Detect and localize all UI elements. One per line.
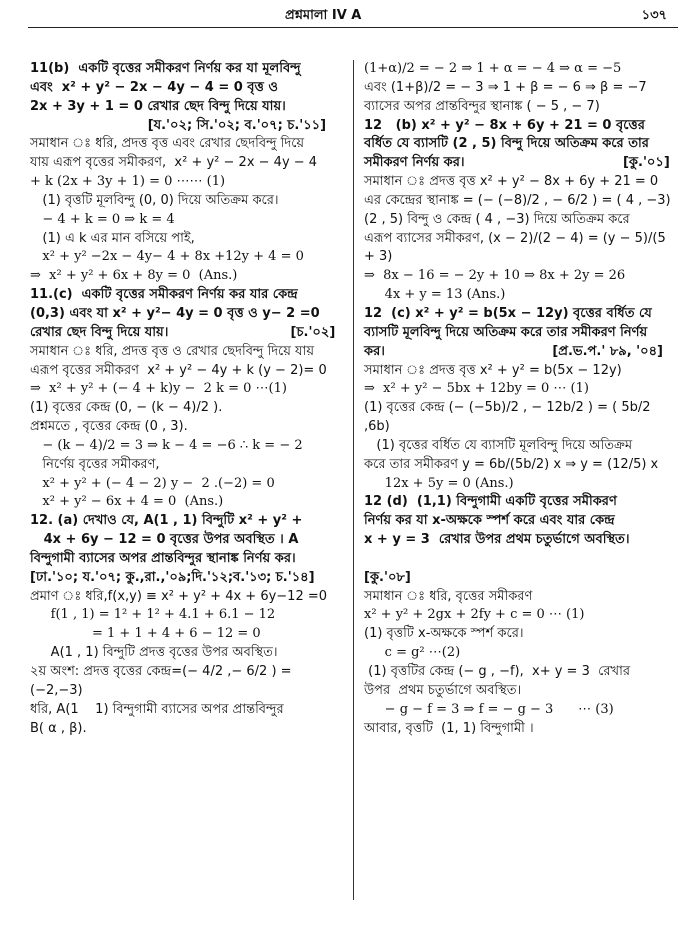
right-column-line: (2 , 5) বিন্দু ও কেন্দ্র ( 4 , −3) দিয়ে অতিক্রম করে [364, 211, 630, 227]
right-column-line: 12x + 5y = 0 (Ans.) [364, 475, 514, 491]
right-column [364, 60, 680, 738]
right-column-line: 4x + y = 13 (Ans.) [364, 287, 506, 303]
left-column-line: [য.'০২; সি.'০২; ব.'০৭; চ.'১১] [30, 117, 327, 133]
left-column-line: (1) বৃত্তের কেন্দ্র (0, − (k − 4)/2 ). [30, 400, 223, 416]
left-column-line: নির্ণেয় বৃত্তের সমীকরণ, [30, 456, 160, 472]
right-column-line: সমাধান ঃ ধরি, বৃত্তের সমীকরণ [364, 588, 533, 604]
left-column [30, 60, 345, 738]
right-column-line: ⇒ 8x − 16 = − 2y + 10 ⇒ 8x + 2y = 26 [364, 268, 626, 284]
right-column-line: এবং (1+β)/2 = − 3 ⇒ 1 + β = − 6 ⇒ β = −7 [364, 79, 647, 95]
left-column-line: এবং x² + y² − 2x − 4y − 4 = 0 বৃত্ত ও [30, 79, 278, 95]
left-column-line: (1) এ k এর মান বসিয়ে পাই, [30, 230, 195, 246]
left-column-line: x² + y² −2x − 4y− 4 + 8x +12y + 4 = 0 [30, 249, 304, 265]
right-column-line: (1) বৃত্তের কেন্দ্র (− (−5b)/2 , − 12b/2 ) = ( 5b/2 ,6b) [364, 400, 655, 435]
left-column-line: সমাধান ঃ ধরি, প্রদত্ত বৃত্ত ও রেখার ছেদবিন্দু দিয়ে যায় [30, 343, 314, 359]
right-column-line: x² + y² + 2gx + 2fy + c = 0 ⋯ (1) [364, 607, 585, 623]
left-column-line: − (k − 4)/2 = 3 ⇒ k − 4 = −6 ∴ k = − 2 [30, 437, 303, 453]
left-column-line: 11.(c) একটি বৃত্তের সমীকরণ নির্ণয় কর যার কেন্দ্র [30, 287, 298, 303]
left-column-line: যায় এরূপ বৃত্তের সমীকরণ, x² + y² − 2x − 4y − 4 [30, 155, 318, 171]
left-column-line: সমাধান ঃ ধরি, প্রদত্ত বৃত্ত এবং রেখার ছেদবিন্দু দিয়ে [30, 136, 305, 152]
left-column-line: A(1 , 1) বিন্দুটি প্রদত্ত বৃত্তের উপর অবস্থিত। [30, 645, 278, 661]
left-column-line: = 1 + 1 + 4 + 6 − 12 = 0 [30, 626, 261, 642]
left-column-line: ⇒ x² + y² + 6x + 8y = 0 (Ans.) [30, 268, 238, 284]
right-column-line: ⇒ x² + y² − 5bx + 12by = 0 ⋯ (1) [364, 381, 589, 397]
right-column-line: − g − f = 3 ⇒ f = − g − 3 ⋯ (3) [364, 701, 614, 717]
left-column-line: 4x + 6y − 12 = 0 বৃত্তের উপর অবস্থিত । A [30, 532, 299, 548]
right-column-line: এর কেন্দ্রের স্থানাঙ্ক = (− (−8)/2 , − 6/2 ) = ( 4 , −3) [364, 192, 671, 208]
right-column-line: x + y = 3 রেখার উপর প্রথম চতুর্ভাগে অবস্থিত। [364, 532, 630, 548]
left-column-line: x² + y² + (− 4 − 2) y − 2 .(−2) = 0 [30, 475, 275, 491]
right-column-line: 12 (c) x² + y² = b(5x − 12y) বৃত্তের বর্ধিত যে [364, 305, 652, 321]
right-column-line: করে তার সমীকরণ y = 6b/(5b/2) x ⇒ y = (12/5) x [364, 456, 659, 472]
left-column-line: রেখার ছেদ বিন্দু দিয়ে যায়। [চ.'০২] [30, 324, 336, 340]
left-column-line: বিন্দুগামী ব্যাসের অপর প্রান্তবিন্দুর স্থানাঙ্ক নির্ণয় কর। [30, 550, 296, 566]
page-header-title: প্রশ্নমালা IV A [285, 8, 362, 23]
left-column-line: 12. (a) দেখাও যে, A(1 , 1) বিন্দুটি x² + y² + [30, 513, 303, 529]
right-column-line: উপর প্রথম চতুর্ভাগে অবস্থিত। [364, 682, 522, 698]
right-column-line: সমাধান ঃ প্রদত্ত বৃত্ত x² + y² − 8x + 6y + 21 = 0 [364, 174, 659, 190]
left-column-line: f(1 , 1) = 1² + 1² + 4.1 + 6.1 − 12 [30, 607, 276, 623]
page-number: ১৩৭ [641, 8, 667, 23]
right-column-line: (1) বৃত্তের বর্ধিত যে ব্যাসটি মূলবিন্দু দিয়ে অতিক্রম [364, 437, 633, 453]
right-column-line: c = g² ⋯(2) [364, 645, 461, 661]
right-column-line: 12 (d) (1,1) বিন্দুগামী একটি বৃত্তের সমীকরণ [364, 494, 617, 510]
right-column-line: নির্ণয় কর যা x-অক্ষকে স্পর্শ করে এবং যার কেন্দ্র [364, 513, 615, 529]
left-column-line: [ঢা.'১০; য.'০৭; কু.,রা.,'০৯;দি.'১২;ব.'১৩; চ.'১৪] [30, 569, 315, 585]
left-column-line: x² + y² − 6x + 4 = 0 (Ans.) [30, 494, 224, 510]
column-divider [353, 60, 354, 900]
left-column-line: B( α , β). [30, 720, 87, 736]
left-column-line: (0,3) এবং যা x² + y²− 4y = 0 বৃত্ত ও y− 2 =0 [30, 305, 320, 321]
right-column-line: সমাধান ঃ প্রদত্ত বৃত্ত x² + y² = b(5x − 12y) [364, 362, 622, 378]
left-column-line: এরূপ বৃত্তের সমীকরণ x² + y² − 4y + k (y − 2)= 0 [30, 362, 327, 378]
left-column-line: ২য় অংশ: প্রদত্ত বৃত্তের কেন্দ্র=(− 4/2 ,− 6/2 ) = (−2,−3) [30, 664, 296, 698]
right-column-line: এরূপ ব্যাসের সমীকরণ, (x − 2)/(2 − 4) = (y − 5)/(5 + 3) [364, 230, 670, 265]
right-column-line: (1) বৃত্তটি x-অক্ষকে স্পর্শ করে। [364, 626, 524, 642]
right-column-line: সমীকরণ নির্ণয় কর। [কু.'০১] [364, 155, 670, 171]
left-column-line: (1) বৃত্তটি মূলবিন্দু (0, 0) দিয়ে অতিক্রম করে। [30, 192, 279, 208]
left-column-line: 11(b) একটি বৃত্তের সমীকরণ নির্ণয় কর যা মূলবিন্দু [30, 61, 301, 76]
left-column-line: প্রমাণ ঃ ধরি,f(x,y) ≡ x² + y² + 4x + 6y−12 =0 [30, 588, 328, 604]
left-column-line: − 4 + k = 0 ⇒ k = 4 [30, 211, 175, 227]
right-column-line: (1+α)/2 = − 2 ⇒ 1 + α = − 4 ⇒ α = −5 [364, 61, 622, 76]
right-column-line: বর্ধিত যে ব্যাসটি (2 , 5) বিন্দু দিয়ে অতিক্রম করে তার [364, 136, 649, 152]
left-column-line: প্রশ্নমতে , বৃত্তের কেন্দ্র (0 , 3). [30, 419, 188, 435]
left-column-line: 2x + 3y + 1 = 0 রেখার ছেদ বিন্দু দিয়ে যায়। [30, 98, 286, 114]
right-column-line: (1) বৃত্তটির কেন্দ্র (− g , −f), x+ y = 3 রেখার [364, 664, 630, 679]
right-column-line: ব্যাসটি মূলবিন্দু দিয়ে অতিক্রম করে তার সমীকরণ নির্ণয় [364, 324, 648, 340]
right-column-line: ব্যাসের অপর প্রান্তবিন্দুর স্থানাঙ্ক ( − 5 , − 7) [364, 98, 600, 114]
left-column-line: ধরি, A(1 1) বিন্দুগামী ব্যাসের অপর প্রান্তবিন্দুর [30, 701, 284, 717]
right-column-line: আবার, বৃত্তটি (1, 1) বিন্দুগামী । [364, 720, 534, 736]
right-column-line: কর। [প্র.ভ.প.' ৮৯, '০৪] [364, 343, 663, 359]
header-divider [28, 27, 678, 28]
left-column-line: + k (2x + 3y + 1) = 0 ⋯⋯ (1) [30, 174, 226, 190]
right-column-line: 12 (b) x² + y² − 8x + 6y + 21 = 0 বৃত্তের [364, 117, 645, 133]
right-column-line: [কু.'০৮] [364, 550, 636, 585]
left-column-line: ⇒ x² + y² + (− 4 + k)y − 2 k = 0 ⋯(1) [30, 381, 287, 397]
